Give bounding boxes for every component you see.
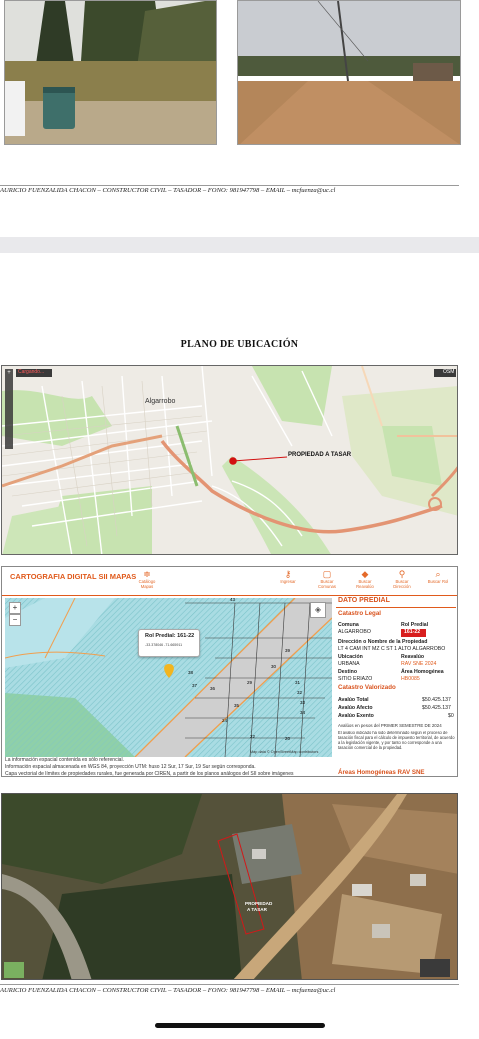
map-loading-label: Cargando... xyxy=(18,369,45,375)
satellite-image xyxy=(1,793,458,980)
lot-33: 33 xyxy=(300,700,306,705)
sii-note-1: La información espacial contenida es sólo referencial. xyxy=(5,757,124,763)
sii-note-2: Información espacial almacenada en WGS 84, proyección UTM: huso 12 Sur, 17 Sur, 19 Sur según corresponda. xyxy=(5,764,256,770)
lot-24: 24 xyxy=(222,718,228,723)
location-map-drawing xyxy=(2,366,458,555)
site-photo-right xyxy=(237,0,461,145)
avaluo-disclaimer: El avalúo indicado ha sido determinado según el proceso de tasación fiscal para el cálculo de impuesto territorial, de acuerdo a la legislación vigente, y por tanto no corresponde a una tasación comercial de la propiedad. xyxy=(338,731,455,750)
map-icon[interactable]: ▢ xyxy=(322,569,332,579)
areas-homogeneas-heading: Áreas Homogéneas RAV SNE xyxy=(338,769,425,776)
catalog-icon[interactable]: ≑ xyxy=(143,569,151,579)
destino-label: Destino xyxy=(338,669,358,675)
avaluo-total-label: Avalúo Total xyxy=(338,697,369,703)
zoom-out-button[interactable]: − xyxy=(9,614,21,626)
footer-rule-bottom xyxy=(0,984,459,985)
lot-36: 36 xyxy=(210,686,216,691)
toolbar-reavaluo-label[interactable]: Buscar Reavalúo xyxy=(356,579,374,589)
sat-property-label-2: A TASAR xyxy=(247,907,267,912)
section-title: PLANO DE UBICACIÓN xyxy=(180,339,299,350)
page-gap xyxy=(0,237,479,253)
rol-value: 161-22 xyxy=(404,629,421,635)
destino-value: SITIO ERIAZO xyxy=(338,676,373,682)
footer-rule-top xyxy=(0,185,459,186)
catastro-legal-heading: Catastro Legal xyxy=(338,610,381,617)
photo-scene-left xyxy=(5,1,217,145)
comuna-value: ALGARROBO xyxy=(338,629,371,635)
sii-note-3: Capa vectorial de límites de propiedades rurales, fue generada por CIREN, a partir de los planos análogos del SII sobre imágenes xyxy=(5,771,294,777)
property-label: PROPIEDAD A TASAR xyxy=(288,452,352,458)
layers-icon[interactable]: ◈ xyxy=(310,602,326,618)
satellite-scene xyxy=(2,794,458,980)
ubicacion-value: URBANA xyxy=(338,661,360,667)
lot-22: 22 xyxy=(250,734,256,739)
avaluo-note: Avalúos en pesos del PRIMER SEMESTRE DE 2024 xyxy=(338,723,442,728)
toolbar-catalog-label[interactable]: Catálogo Mapas xyxy=(138,579,156,589)
panel-header: DATO PREDIAL xyxy=(338,597,390,604)
lot-34: 34 xyxy=(300,710,306,715)
sii-map[interactable] xyxy=(5,598,332,757)
reavaluo-label: Reavalúo xyxy=(401,654,425,660)
footer-text-top: AURICIO FUENZALIDA CHACON – CONSTRUCTOR CIVIL – TASADOR – FONO: 981947798 – EMAIL – mcfuenza@uc.cl xyxy=(0,187,336,194)
sii-header-rule xyxy=(2,595,458,596)
sii-map-drawing xyxy=(5,598,332,757)
avaluo-total-value: $50.425.137 xyxy=(422,697,451,703)
toolbar-direccion-label[interactable]: Buscar Dirección xyxy=(393,579,411,589)
direccion-value: LT 4 CAM INT MZ C ST 1 ALTO ALGARROBO xyxy=(338,646,446,652)
map-osm-badge[interactable]: OSM xyxy=(443,369,455,375)
lot-35: 35 xyxy=(234,703,240,708)
reavaluo-value: RAV SNE 2024 xyxy=(401,661,437,667)
popup-title: Rol Predial: 161-22 xyxy=(145,633,195,639)
zoom-in-icon[interactable]: + xyxy=(7,370,11,376)
home-indicator[interactable] xyxy=(155,1023,325,1028)
footer-text-bottom: AURICIO FUENZALIDA CHACON – CONSTRUCTOR CIVIL – TASADOR – FONO: 981947798 – EMAIL – mcfuenza@uc.cl xyxy=(0,987,336,994)
area-value[interactable]: HB0085 xyxy=(401,676,420,682)
map-attribution: Map data © OpenStreetMap contributors xyxy=(250,750,319,754)
sat-property-label-1: PROPIEDAD xyxy=(245,901,273,906)
avaluo-exento-value: $0 xyxy=(448,713,454,719)
town-label: Algarrobo xyxy=(145,398,176,405)
sii-title: CARTOGRAFIA DIGITAL SII MAPAS xyxy=(10,572,137,581)
direccion-label: Dirección o Nombre de la Propiedad xyxy=(338,639,428,645)
panel-header-rule xyxy=(336,607,456,608)
toolbar-comunas-label[interactable]: Buscar Comunas xyxy=(318,579,336,589)
zoom-in-button[interactable]: + xyxy=(9,602,21,614)
area-label: Área Homogénea xyxy=(401,669,444,675)
toolbar-rol-label[interactable]: Buscar Rol xyxy=(427,579,449,584)
search-icon[interactable]: ⌕ xyxy=(435,569,441,579)
lot-37: 37 xyxy=(192,683,198,688)
toolbar-ingresar-label[interactable]: Ingresar xyxy=(280,579,296,584)
lot-39: 39 xyxy=(285,648,291,653)
parcel-popup[interactable] xyxy=(138,629,200,657)
lot-31: 31 xyxy=(295,680,301,685)
comuna-label: Comuna xyxy=(338,622,359,628)
lot-29: 29 xyxy=(247,680,253,685)
lot-43: 43 xyxy=(230,598,236,602)
lot-32: 32 xyxy=(297,690,303,695)
lot-38: 38 xyxy=(188,670,194,675)
lot-30: 30 xyxy=(271,664,277,669)
popup-coords: -33.378046 -71.665911 xyxy=(145,643,183,647)
key-icon[interactable]: ⚷ xyxy=(284,569,292,579)
rol-label: Rol Predial xyxy=(401,622,429,628)
ubicacion-label: Ubicación xyxy=(338,654,363,660)
tag-icon[interactable]: ◆ xyxy=(361,569,369,579)
avaluo-afecto-value: $50.425.137 xyxy=(422,705,451,711)
location-map[interactable] xyxy=(1,365,458,555)
pin-icon[interactable]: ⚲ xyxy=(398,569,406,579)
catastro-valorizado-heading: Catastro Valorizado xyxy=(338,684,396,691)
avaluo-afecto-label: Avalúo Afecto xyxy=(338,705,373,711)
avaluo-exento-label: Avalúo Exento xyxy=(338,713,374,719)
lot-20: 20 xyxy=(285,736,291,741)
photo-scene-right xyxy=(238,1,461,145)
sii-cartography-panel xyxy=(1,566,458,777)
site-photo-left xyxy=(4,0,217,145)
